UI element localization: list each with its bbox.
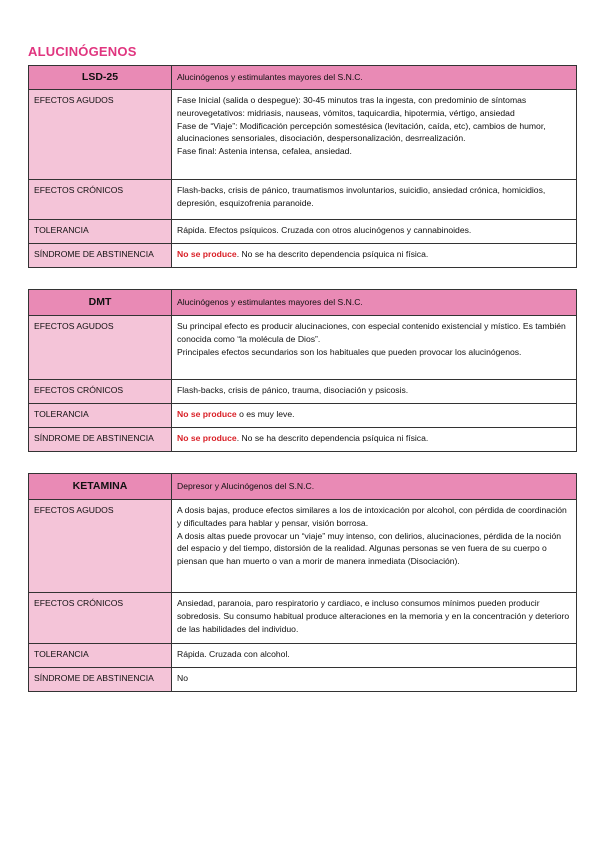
chronic-effects: Flash-backs, crisis de pánico, trauma, disociación y psicosis. — [172, 380, 577, 404]
withdrawal-value: No — [172, 668, 577, 692]
label-acute: EFECTOS AGUDOS — [29, 316, 172, 380]
acute-effects — [172, 500, 577, 593]
drug-class: Alucinógenos y estimulantes mayores del S.N.C. — [172, 66, 577, 90]
drug-name: LSD-25 — [29, 66, 172, 90]
drug-class: Depresor y Alucinógenos del S.N.C. — [172, 474, 577, 500]
chronic-effects: Ansiedad, paranoia, paro respiratorio y cardiaco, e incluso consumos mínimos pueden producir sobredosis. Su consumo habitual produce alteraciones en la memoria y en la concentración y deterioro de las habilidades del individuo. — [172, 593, 577, 644]
label-tolerance: TOLERANCIA — [29, 220, 172, 244]
tolerance-highlight: No se produce — [177, 409, 237, 419]
label-tolerance: TOLERANCIA — [29, 404, 172, 428]
dmt-table — [28, 289, 577, 452]
withdrawal-highlight: No se produce — [177, 249, 237, 259]
lsd-table — [28, 65, 577, 268]
acute-line: Fase final: Astenia intensa, cefalea, ansiedad. — [177, 146, 352, 157]
withdrawal-value — [172, 244, 577, 268]
withdrawal-text: . No se ha descrito dependencia psíquica ni física. — [236, 433, 429, 443]
acute-line: Fase Inicial (salida o despegue): 30-45 minutos tras la ingesta, con predominio de síntomas neurovegetativos: midriasis, nauseas, vómitos, taquicardia, hipotermia, vértigo, ansiedad — [177, 95, 527, 118]
label-chronic: EFECTOS CRÓNICOS — [29, 380, 172, 404]
label-chronic: EFECTOS CRÓNICOS — [29, 593, 172, 644]
acute-line: Principales efectos secundarios son los habituales que pueden provocar los alucinógenos. — [177, 346, 522, 357]
section-title: ALUCINÓGENOS — [28, 44, 137, 59]
acute-line: A dosis altas puede provocar un “viaje” muy intenso, con delirios, alucinaciones, pérdida de la noción del espacio y del tiempo, distorsión de la realidad. Algunas personas se ven fuera de su cuerpo o piensan que han muerto o van a morir de manera inmediata (Disociación). — [177, 530, 562, 567]
label-withdrawal: SÍNDROME DE ABSTINENCIA — [29, 244, 172, 268]
acute-line: Fase de “Viaje”: Modificación percepción somestésica (levitación, caída, etc), cambios de humor, alucinaciones sensoriales, disociación, despersonalización, desrrealización. — [177, 120, 546, 144]
drug-class: Alucinógenos y estimulantes mayores del S.N.C. — [172, 290, 577, 316]
acute-effects — [172, 316, 577, 380]
label-tolerance: TOLERANCIA — [29, 644, 172, 668]
chronic-effects: Flash-backs, crisis de pánico, traumatismos involuntarios, suicidio, ansiedad crónica, homicidios, depresión, esquizofrenia paranoide. — [172, 180, 577, 220]
withdrawal-highlight: No se produce — [177, 433, 237, 443]
label-withdrawal: SÍNDROME DE ABSTINENCIA — [29, 668, 172, 692]
ketamina-table — [28, 473, 577, 692]
label-chronic: EFECTOS CRÓNICOS — [29, 180, 172, 220]
withdrawal-value — [172, 428, 577, 452]
tolerance-value: Rápida. Cruzada con alcohol. — [172, 644, 577, 668]
acute-effects — [172, 90, 577, 180]
drug-name: DMT — [29, 290, 172, 316]
withdrawal-text: . No se ha descrito dependencia psíquica ni física. — [236, 249, 429, 259]
label-acute: EFECTOS AGUDOS — [29, 500, 172, 593]
tolerance-value — [172, 404, 577, 428]
acute-line: A dosis bajas, produce efectos similares a los de intoxicación por alcohol, con pérdida de coordinación y dificultades para hablar y pensar, visión borrosa. — [177, 505, 567, 528]
label-acute: EFECTOS AGUDOS — [29, 90, 172, 180]
acute-line: Su principal efecto es producir alucinaciones, con especial contenido existencial y místico. Es también conocida como “la molécula de Dios”. — [177, 321, 566, 344]
tolerance-text: o es muy leve. — [236, 409, 295, 419]
label-withdrawal: SÍNDROME DE ABSTINENCIA — [29, 428, 172, 452]
tolerance-value: Rápida. Efectos psíquicos. Cruzada con otros alucinógenos y cannabinoides. — [172, 220, 577, 244]
drug-name: KETAMINA — [29, 474, 172, 500]
